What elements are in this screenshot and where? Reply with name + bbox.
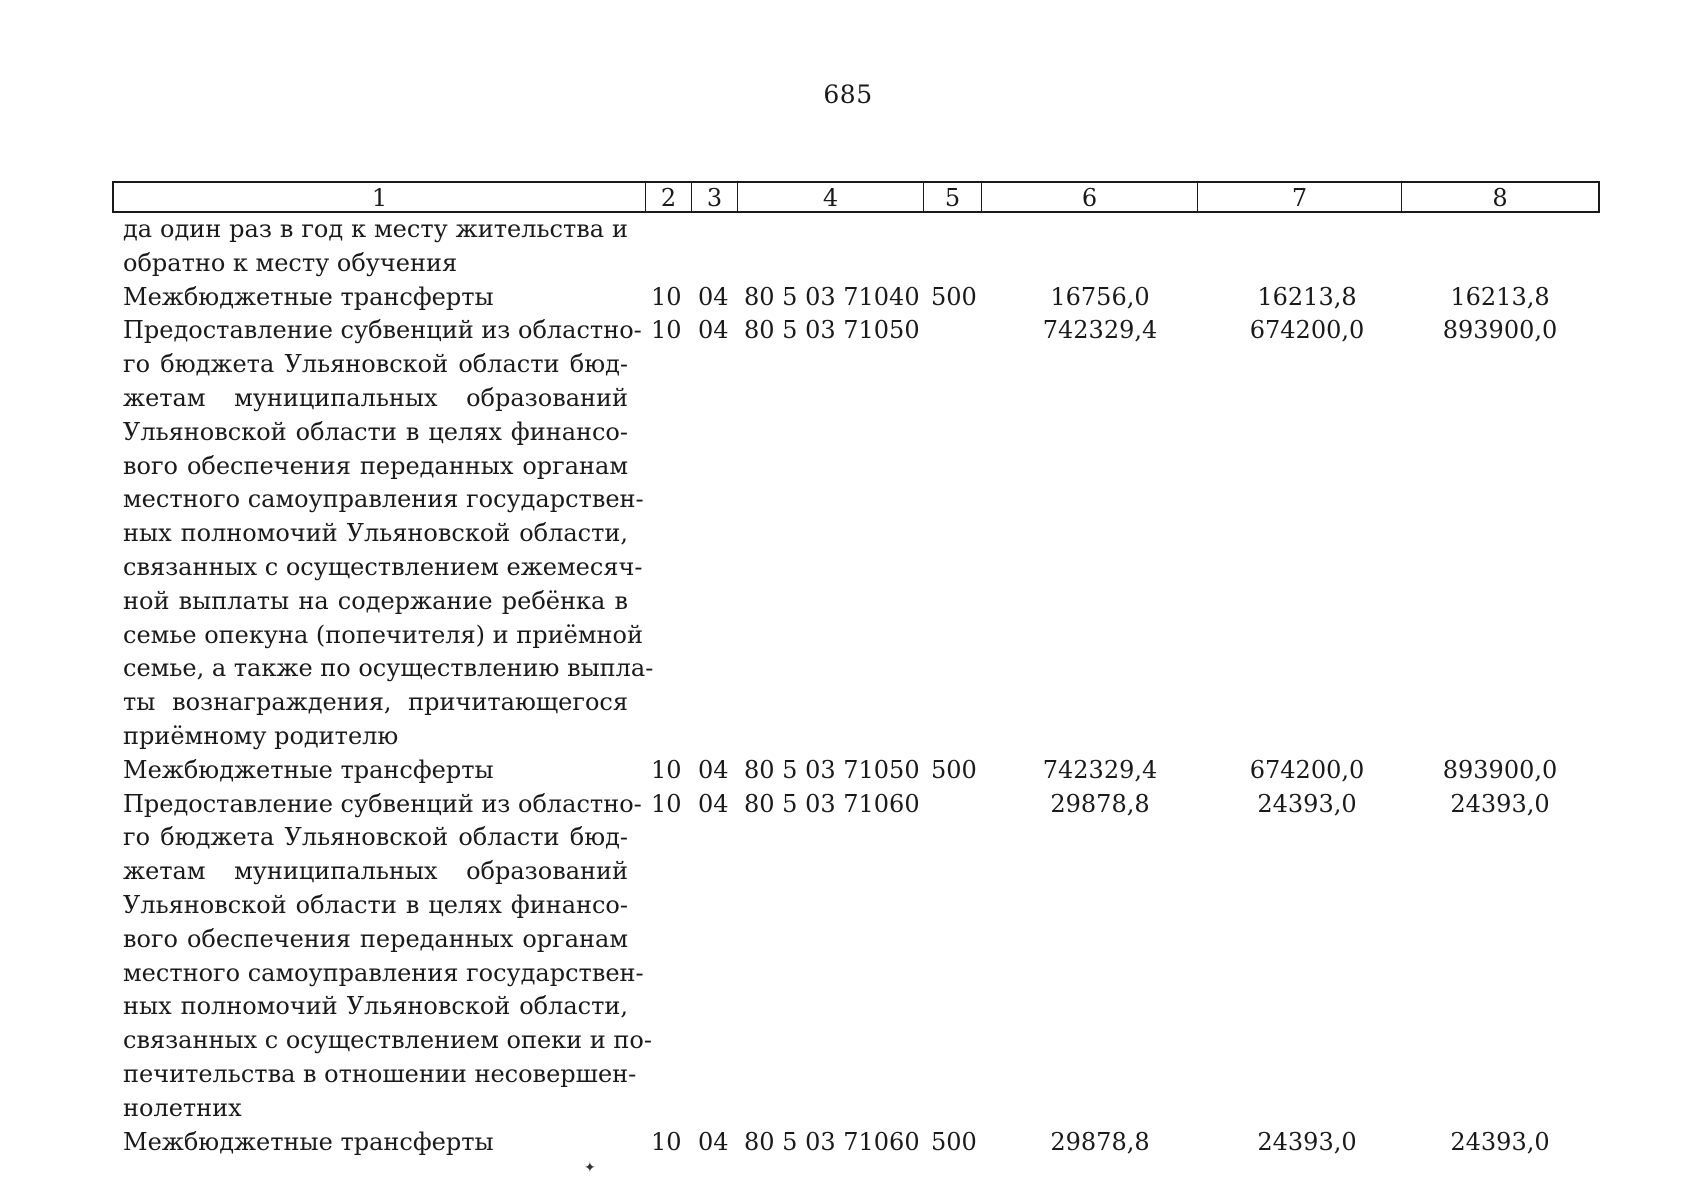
cell-c5: 500 <box>931 282 977 311</box>
description-line: жетам муниципальных образований <box>123 857 628 886</box>
cell-c2: 10 <box>651 316 682 345</box>
description-line: местного самоуправления государствен- <box>123 485 644 514</box>
header-col-1: 1 <box>114 183 646 211</box>
cell-c2: 10 <box>651 755 682 784</box>
cell-c4: 80 5 03 71040 <box>744 282 920 311</box>
cell-c3: 04 <box>698 789 729 818</box>
description-line: приёмному родителю <box>123 721 399 750</box>
description-line: обратно к месту обучения <box>123 248 458 277</box>
description-line: Межбюджетные трансферты <box>123 1127 494 1156</box>
row-description <box>123 788 652 1126</box>
description-line: местного самоуправления государствен- <box>123 958 644 987</box>
cell-c8: 24393,0 <box>1450 789 1550 818</box>
description-line: жетам муниципальных образований <box>123 383 628 412</box>
cell-c5: 500 <box>931 1127 977 1156</box>
cell-c2: 10 <box>651 1127 682 1156</box>
header-col-7: 7 <box>1198 183 1402 211</box>
row-description <box>123 754 628 788</box>
description-line: вого обеспечения переданных органам <box>123 451 628 480</box>
row-description <box>123 281 628 315</box>
description-line: связанных с осуществлением ежемесяч- <box>123 552 643 581</box>
cell-c6: 29878,8 <box>1050 1127 1150 1156</box>
cell-c6: 742329,4 <box>1042 755 1158 784</box>
description-line: ных полномочий Ульяновской области, <box>123 519 628 548</box>
cell-c3: 04 <box>698 1127 729 1156</box>
cell-c3: 04 <box>698 316 729 345</box>
description-line: Межбюджетные трансферты <box>123 282 494 311</box>
cell-c7: 674200,0 <box>1249 755 1365 784</box>
cell-c6: 29878,8 <box>1050 789 1150 818</box>
page-number: 685 <box>823 80 873 109</box>
description-line: ной выплаты на содержание ребёнка в <box>123 586 628 615</box>
description-line: Межбюджетные трансферты <box>123 755 494 784</box>
cell-c8: 893900,0 <box>1442 316 1558 345</box>
description-line: нолетних <box>123 1093 242 1122</box>
header-col-3: 3 <box>692 183 738 211</box>
cell-c3: 04 <box>698 755 729 784</box>
cell-c6: 16756,0 <box>1050 282 1150 311</box>
cell-c4: 80 5 03 71050 <box>744 755 920 784</box>
description-line: связанных с осуществлением опеки и по- <box>123 1026 652 1055</box>
description-line: ных полномочий Ульяновской области, <box>123 992 628 1021</box>
cell-c7: 16213,8 <box>1257 282 1357 311</box>
cell-c4: 80 5 03 71060 <box>744 789 920 818</box>
cell-c7: 674200,0 <box>1249 316 1365 345</box>
description-line: Ульяновской области в целях финансо- <box>123 417 628 446</box>
description-line: го бюджета Ульяновской области бюд- <box>123 823 628 852</box>
description-line: семье опекуна (попечителя) и приёмной <box>123 620 643 649</box>
description-line: вого обеспечения переданных органам <box>123 924 628 953</box>
cell-c2: 10 <box>651 789 682 818</box>
description-line: ты вознаграждения, причитающегося <box>123 688 628 717</box>
description-line: го бюджета Ульяновской области бюд- <box>123 350 628 379</box>
row-description <box>123 1126 628 1160</box>
scan-speck: ✦ <box>584 1160 596 1176</box>
cell-c3: 04 <box>698 282 729 311</box>
cell-c8: 893900,0 <box>1442 755 1558 784</box>
cell-c8: 16213,8 <box>1450 282 1550 311</box>
cell-c5: 500 <box>931 755 977 784</box>
description-line: да один раз в год к месту жительства и <box>123 215 628 243</box>
header-col-8: 8 <box>1492 184 1508 212</box>
row-description <box>123 213 628 281</box>
description-line: семье, а также по осуществлению выпла- <box>123 654 654 683</box>
cell-c4: 80 5 03 71050 <box>744 316 920 345</box>
header-col-5: 5 <box>924 183 982 211</box>
description-line: Предоставление субвенций из областно- <box>123 316 642 345</box>
cell-c2: 10 <box>651 282 682 311</box>
cell-c4: 80 5 03 71060 <box>744 1127 920 1156</box>
description-line: печительства в отношении несовершен- <box>123 1059 637 1088</box>
cell-c7: 24393,0 <box>1257 1127 1357 1156</box>
cell-c8: 24393,0 <box>1450 1127 1550 1156</box>
header-col-2: 2 <box>646 183 692 211</box>
description-line: Предоставление субвенций из областно- <box>123 789 642 818</box>
row-description <box>123 314 654 753</box>
header-col-6: 6 <box>982 183 1198 211</box>
cell-c7: 24393,0 <box>1257 789 1357 818</box>
cell-c6: 742329,4 <box>1042 316 1158 345</box>
description-line: Ульяновской области в целях финансо- <box>123 890 628 919</box>
table-header <box>112 181 1600 213</box>
header-col-4: 4 <box>738 183 924 211</box>
